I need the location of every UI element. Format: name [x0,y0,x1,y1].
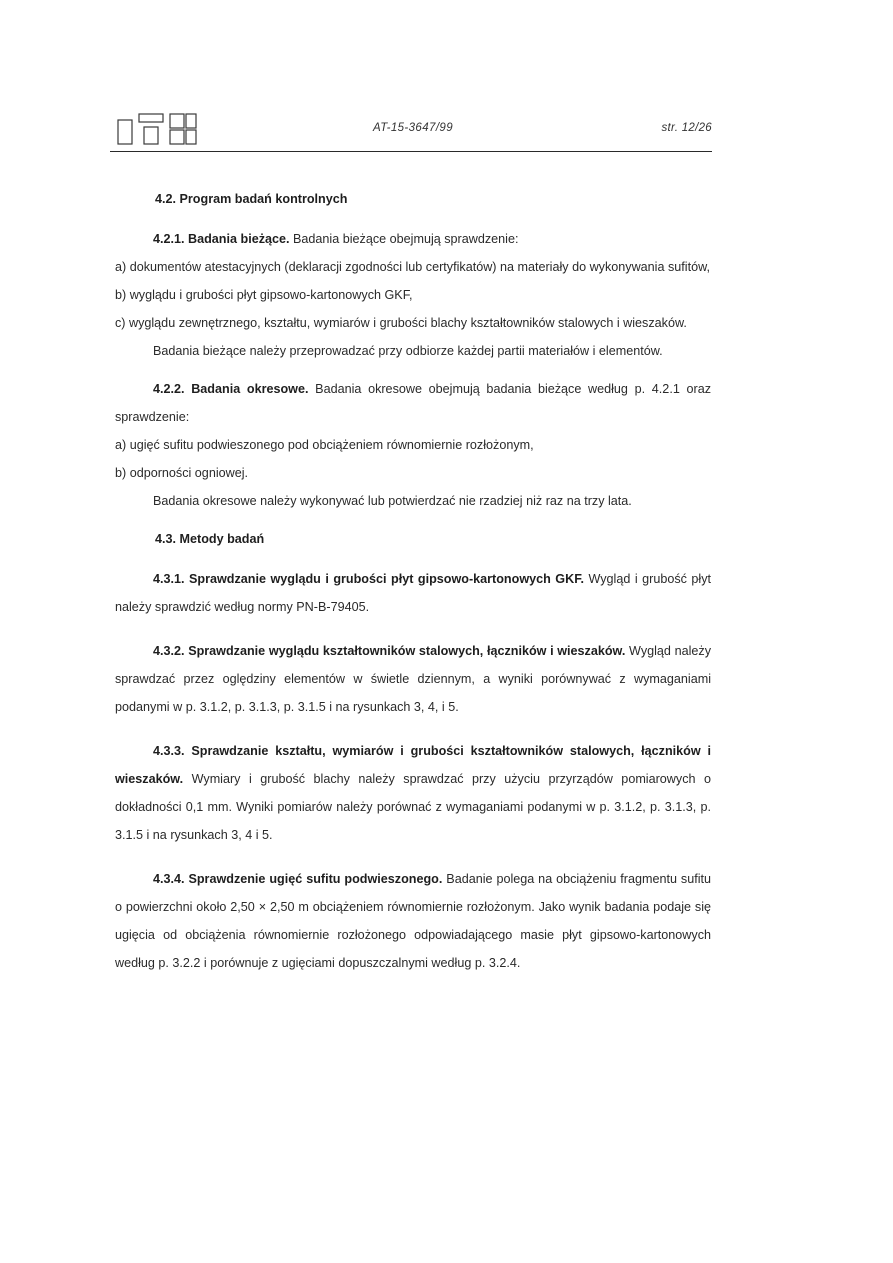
page-number: str. 12/26 [661,122,712,134]
document-body [115,185,711,977]
subsection-title: Sprawdzenie ugięć sufitu podwieszonego. [188,872,443,886]
paragraph-text: Wygląd i grubość płyt należy sprawdzić według normy PN-B-79405. [115,572,712,614]
paragraph-text: Badania bieżące obejmują sprawdzenie: [289,232,519,246]
section-title-4-2: 4.2. Program badań kontrolnych [155,192,348,206]
page-header [115,112,712,154]
list-item: c) wyglądu zewnętrznego, kształtu, wymiarów i grubości blachy kształtowników stalowych i wieszaków. [115,316,687,330]
section-number: 4.3.1. [153,572,185,586]
paragraph-text: Wymiary i grubość blachy należy sprawdzać przy użyciu przyrządów pomiarowych o dokładności 0,1 mm. Wyniki pomiarów należy porównać z wymaganiami podanymi w p. 3.1.2, p. 3.1.3, p. 3.1.5 i na rysunkach 3, 4 i 5. [115,772,711,842]
subsection-title: Sprawdzanie wyglądu kształtowników stalowych, łączników i wieszaków. [188,644,626,658]
list-item: b) odporności ogniowej. [115,466,249,480]
list-item: b) wyglądu i grubości płyt gipsowo-kartonowych GKF, [115,288,413,302]
subsection-title: Badania bieżące. [188,232,290,246]
list-item: a) dokumentów atestacyjnych (deklaracji zgodności lub certyfikatów) na materiały do wykonywania sufitów, [115,260,710,274]
itb-logo-icon [115,112,199,146]
paragraph-4-2-2 [115,375,711,431]
paragraph-text: Badania okresowe obejmują badania bieżące według p. 4.2.1 oraz sprawdzenie: [115,382,711,424]
section-number: 4.3.3. [153,744,185,758]
section-number: 4.2.2. [153,382,185,396]
paragraph-note: Badania okresowe należy wykonywać lub potwierdzać nie rzadziej niż raz na trzy lata. [153,494,632,508]
paragraph-4-3-2 [115,637,711,721]
paragraph-4-2-1 [115,225,711,253]
paragraph-4-3-1 [115,565,711,621]
subsection-title: Badania okresowe. [191,382,309,396]
header-divider [110,151,712,152]
paragraph-4-3-3 [115,737,711,849]
subsection-title: Sprawdzanie wyglądu i grubości płyt gipsowo-kartonowych GKF. [189,572,584,586]
section-number: 4.3.4. [153,872,185,886]
paragraph-4-3-4 [115,865,711,977]
section-title-4-3: 4.3. Metody badań [155,532,265,546]
paragraph-text: Wygląd należy sprawdzać przez oględziny elementów w świetle dziennym, a wyniki porównywać z wymaganiami podanymi w p. 3.1.2, p. 3.1.3, p. 3.1.5 i na rysunkach 3, 4, i 5. [115,644,711,714]
section-number: 4.2.1. [153,232,185,246]
paragraph-note: Badania bieżące należy przeprowadzać przy odbiorze każdej partii materiałów i elementów. [153,344,663,358]
subsection-title: Sprawdzanie kształtu, wymiarów i grubości kształtowników stalowych, łączników i wieszaków. [115,744,711,786]
paragraph-text: Badanie polega na obciążeniu fragmentu sufitu o powierzchni około 2,50 × 2,50 m obciążeniem równomiernie rozłożonym. Jako wynik badania podaje się ugięcia od obciążenia równomiernie rozłożonego odpowiadającego masie płyt gipsowo-kartonowych według p. 3.2.2 i porównuje z ugięciami dopuszczalnymi według p. 3.2.4. [115,872,712,970]
document-code: AT-15-3647/99 [373,122,454,134]
section-number: 4.3.2. [153,644,185,658]
list-item: a) ugięć sufitu podwieszonego pod obciążeniem równomiernie rozłożonym, [115,438,534,452]
